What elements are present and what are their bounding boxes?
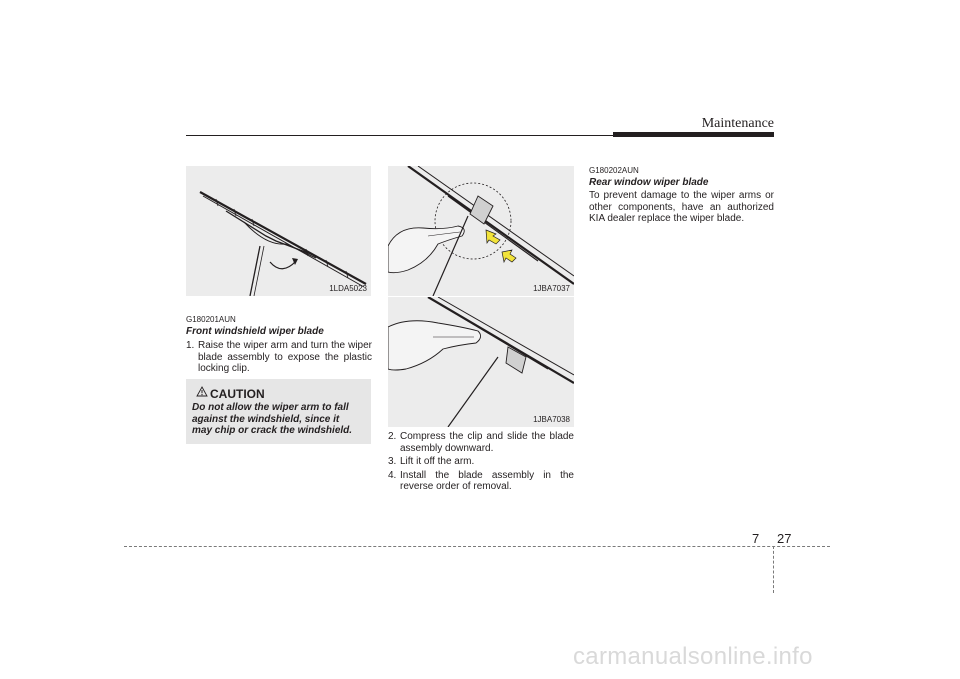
caution-box — [186, 379, 371, 444]
header-rule — [186, 135, 613, 136]
subheading-rear-wiper: Rear window wiper blade — [589, 177, 709, 188]
footer-page-divider — [773, 546, 774, 593]
step-number: 4. — [388, 469, 397, 481]
step-number: 2. — [388, 431, 397, 442]
subheading-front-wiper: Front windshield wiper blade — [186, 326, 324, 337]
caution-title: CAUTION — [210, 387, 265, 401]
warning-triangle-icon — [196, 384, 208, 402]
step-text: Lift it off the arm. — [400, 456, 475, 467]
blade-removal-illustration — [388, 297, 574, 427]
step-1 — [186, 340, 372, 375]
step-text: Install the blade assembly in the reverse order of removal. — [400, 469, 574, 492]
watermark-url[interactable]: carmanualsonline.info — [573, 643, 813, 670]
wiper-raised-illustration — [186, 166, 371, 296]
footer-rule — [124, 546, 830, 547]
step-2 — [388, 431, 574, 454]
rear-wiper-text: To prevent damage to the wiper arms or other components, have an authorized KIA dealer replace the wiper blade. — [589, 190, 774, 224]
step-number: 1. — [186, 340, 195, 351]
steps-list — [388, 431, 574, 493]
clip-compress-illustration — [388, 166, 574, 296]
figure-blade-removal — [388, 297, 574, 427]
step-text: Compress the clip and slide the blade assembly downward. — [400, 431, 574, 454]
figure-code: 1LDA5023 — [329, 284, 367, 293]
step-number: 3. — [388, 456, 397, 467]
section-code: G180201AUN — [186, 315, 236, 324]
figure-code: 1JBA7038 — [533, 415, 570, 424]
figure-clip-compress — [388, 166, 574, 296]
step-4 — [388, 470, 574, 493]
page-number: 27 — [777, 531, 792, 546]
step-text: Raise the wiper arm and turn the wiper blade assembly to expose the plastic locking clip. — [198, 340, 372, 374]
step-3 — [388, 456, 574, 468]
figure-wiper-raised — [186, 166, 371, 296]
section-title: Maintenance — [701, 116, 774, 131]
section-code: G180202AUN — [589, 166, 639, 175]
figure-code: 1JBA7037 — [533, 284, 570, 293]
chapter-number: 7 — [752, 531, 760, 546]
caution-text: Do not allow the wiper arm to fall against the windshield, since it may chip or crack the windshield. — [192, 402, 353, 436]
header-rule-accent — [613, 132, 774, 137]
